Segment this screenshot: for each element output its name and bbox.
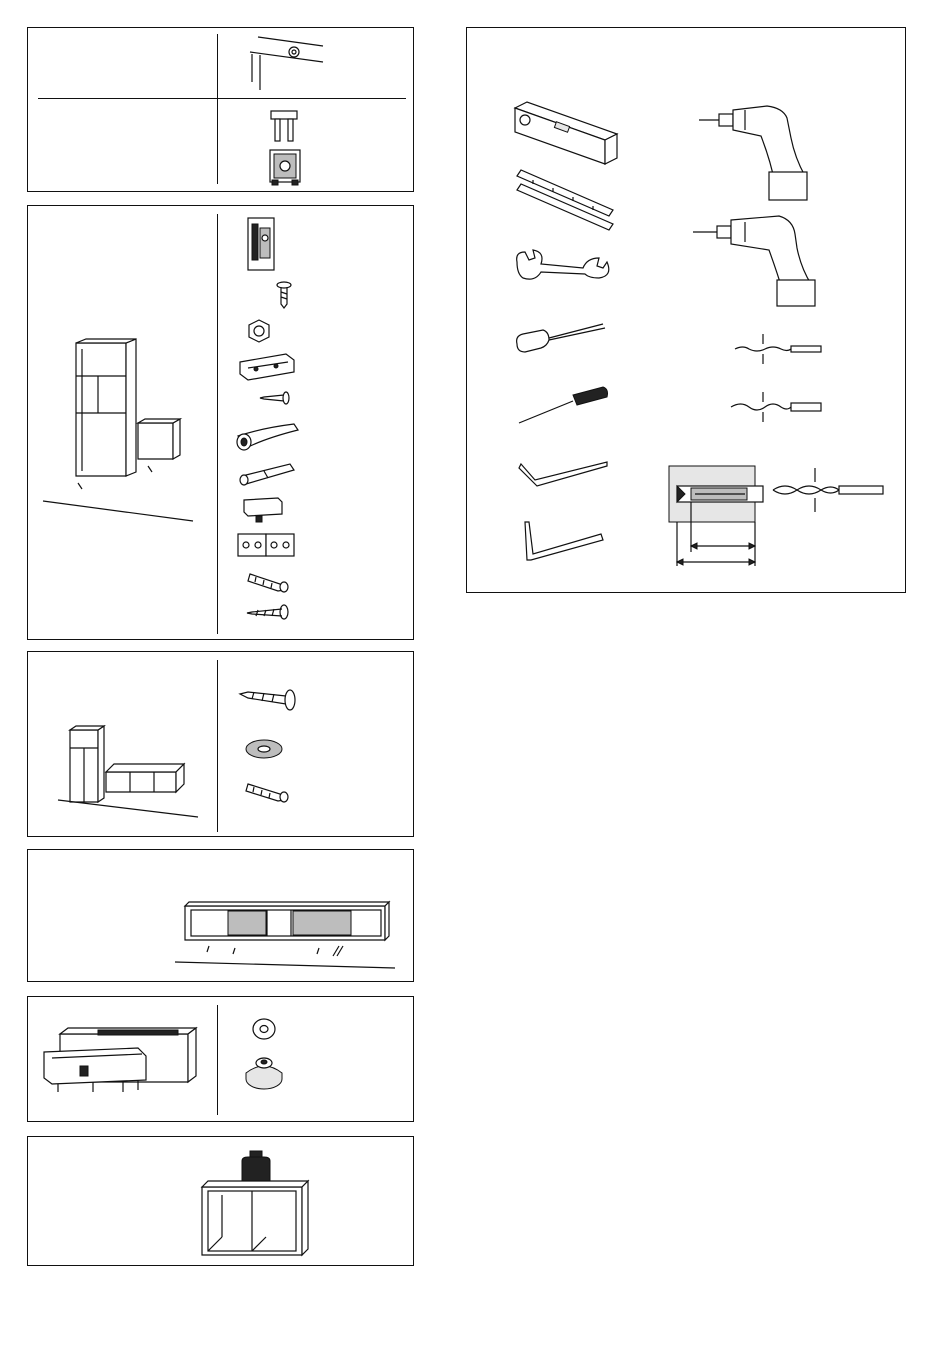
drill-bit-icon	[733, 334, 825, 364]
cabinet-icon	[198, 1177, 318, 1262]
wall-plug-icon	[242, 776, 294, 806]
dowel-icon	[234, 458, 300, 488]
shelf-support-icon	[238, 494, 288, 524]
panel-tools-required	[466, 27, 906, 593]
unit-on-leveling-feet-illustration	[38, 1022, 213, 1102]
flat-screwdriver-icon	[513, 318, 613, 358]
wall-bracket-icon	[264, 146, 308, 188]
hex-nut-icon	[246, 318, 272, 344]
mounting-plate-icon	[236, 350, 298, 384]
cam-connector-icon	[232, 420, 304, 456]
wood-screw-icon	[236, 682, 302, 716]
leveling-foot-icon	[242, 1049, 286, 1093]
drill-bit-icon	[729, 392, 825, 422]
cordless-screwdriver-icon	[695, 98, 825, 208]
panel-divider	[38, 98, 406, 99]
phillips-screwdriver-icon	[513, 383, 613, 433]
screw-icon	[258, 390, 292, 406]
panel-divider	[217, 1005, 218, 1115]
rail-clip-icon	[266, 106, 306, 146]
wrench-icon	[513, 248, 613, 288]
suspension-bracket-icon	[242, 214, 282, 274]
panel-leveling-feet	[27, 996, 414, 1122]
washer-icon	[250, 1017, 278, 1041]
wall-plug-icon	[244, 566, 292, 596]
power-drill-icon	[691, 214, 831, 314]
spirit-level-icon	[507, 98, 622, 168]
allen-key-small-icon	[517, 456, 612, 491]
panel-wall-fixing	[27, 27, 414, 192]
panel-load-warning	[27, 1136, 414, 1266]
panel-floor-fixing	[27, 651, 414, 837]
tall-cabinet-illustration	[38, 331, 208, 531]
panel-divider	[217, 214, 218, 634]
low-unit-with-glass-doors-icon	[173, 900, 403, 972]
connecting-plate-icon	[232, 528, 304, 562]
folding-rule-icon	[513, 168, 618, 238]
wall-rail-icon	[238, 32, 338, 92]
wood-screw-icon	[244, 600, 292, 626]
screw-icon	[274, 280, 294, 310]
panel-glass-sliding-doors	[27, 849, 414, 982]
plug-depth-diagram-icon	[665, 462, 890, 572]
low-unit-illustration	[48, 712, 208, 822]
panel-divider	[217, 660, 218, 832]
washer-icon	[242, 736, 286, 762]
allen-key-large-icon	[517, 518, 612, 563]
panel-divider	[217, 34, 218, 184]
panel-tall-unit-hardware	[27, 205, 414, 640]
